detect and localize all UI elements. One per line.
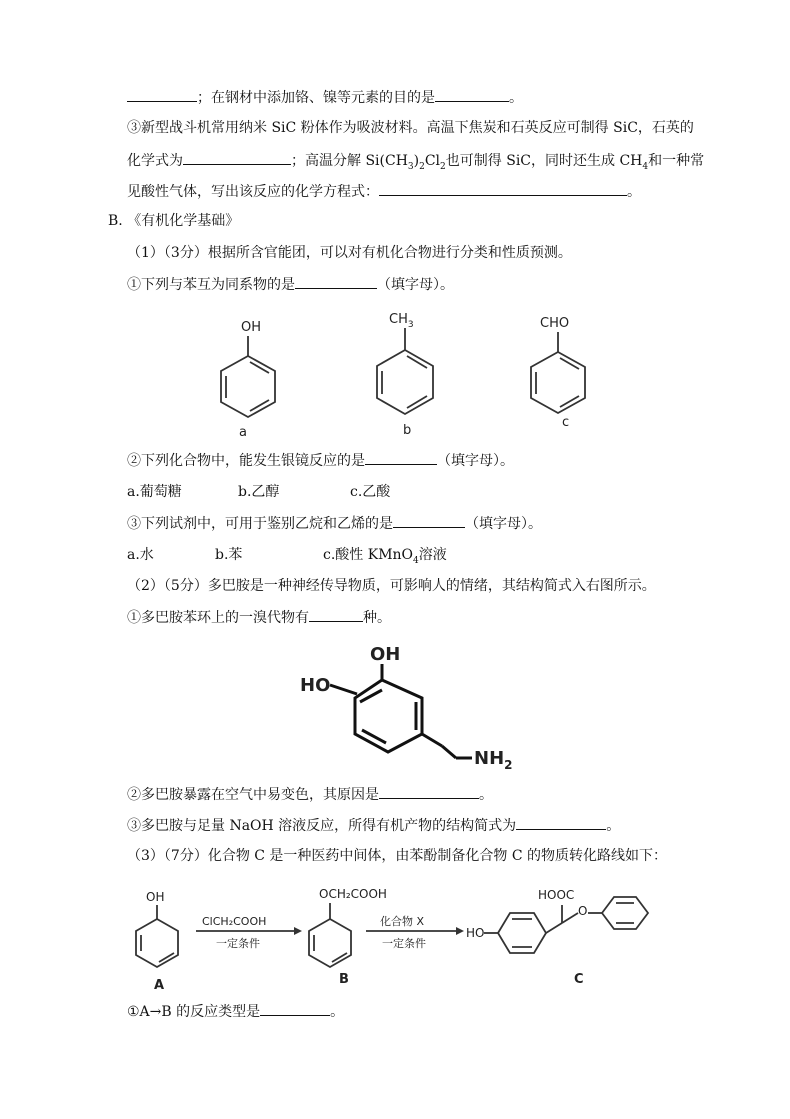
label-C: C [574,972,584,987]
option-b: b.乙醇 [238,484,280,500]
text: ) [413,153,420,169]
text: 。 [627,184,641,200]
group-label: OH [241,320,262,335]
answer-blank[interactable] [183,150,291,165]
text: ①下列与苯互为同系物的是 [127,277,295,293]
answer-blank[interactable] [365,450,437,465]
group-label: CHO [540,316,570,331]
text: （填字母）。 [437,453,514,469]
arrow1-condition: 一定条件 [216,937,260,950]
structure-a [205,312,305,442]
label-B: B [339,972,349,987]
c-hooc: HOOC [538,888,575,902]
c-ho: HO [466,926,485,940]
answer-blank[interactable] [127,87,197,102]
c-o: O [578,904,588,918]
prev-line-1 [127,87,523,108]
q3-intro: （3）（7分）化合物 C 是一种医药中间体，由苯酚制备化合物 C 的物质转化路线如下： [127,848,668,864]
structure-c [520,312,620,442]
text: 和一种常 [648,153,705,169]
oh-label: OH [370,644,401,665]
text: 溶液 [418,547,447,563]
prev-line-4 [127,181,641,202]
q2-1 [127,607,391,628]
subscript: 2 [440,161,446,172]
answer-blank[interactable] [435,87,509,102]
q1-2 [127,450,514,471]
text: 。 [479,787,493,803]
prev-line-2: ③新型战斗机常用纳米 SiC 粉体作为吸波材料。高温下焦炭和石英反应可制得 SiC，石英的 [127,120,694,136]
option-b: b.苯 [215,547,243,563]
answer-blank[interactable] [516,815,606,830]
label-A: A [154,978,165,993]
arrow2-condition: 一定条件 [382,937,426,950]
dopamine-structure [300,636,540,776]
section-b-title: B. 《有机化学基础》 [108,213,240,229]
answer-blank[interactable] [379,181,627,196]
arrow2-reagent: 化合物 X [380,915,425,928]
arrow1-reagent: ClCH₂COOH [202,915,267,928]
nh2-label: $NH_2$ [474,748,513,772]
text: Cl [424,153,441,169]
text: ；在钢材中添加铬、镍等元素的目的是 [197,90,435,106]
text: 也可制得 SiC，同时还生成 CH [445,153,643,169]
answer-blank[interactable] [379,784,479,799]
answer-blank[interactable] [309,607,363,622]
q3-1 [127,1001,344,1022]
q2-intro: （2）（5分）多巴胺是一种神经传导物质，可影响人的情绪，其结构简式入右图所示。 [127,578,656,594]
text: 。 [330,1004,345,1020]
option-a: a.水 [127,547,154,563]
group-a: OH [146,890,165,904]
q2-3 [127,815,620,836]
text: ③下列试剂中，可用于鉴别乙烷和乙烯的是 [127,516,393,532]
subscript: 3 [407,161,414,172]
q1-1 [127,274,454,295]
text: c.酸性 KMnO [323,547,414,563]
structure-b [365,306,465,436]
answer-blank[interactable] [260,1001,330,1016]
text: ③多巴胺与足量 NaOH 溶液反应，所得有机产物的结构简式为 [127,818,517,834]
answer-blank[interactable] [393,513,465,528]
text: 。 [509,90,523,106]
text: ②下列化合物中，能发生银镜反应的是 [127,453,365,469]
subscript: 4 [642,161,649,172]
text: 见酸性气体，写出该反应的化学方程式： [127,184,379,200]
label-a: a [239,425,247,440]
label-c: c [562,415,570,430]
q1-3 [127,513,542,534]
q2-2 [127,784,493,805]
reaction-scheme [126,883,686,998]
text: ①A→B 的反应类型是 [127,1004,261,1020]
label-b: b [403,423,412,438]
text: （填字母）。 [465,516,542,532]
text: 。 [606,818,621,834]
text: 种。 [363,610,391,626]
option-a: a.葡萄糖 [127,484,182,500]
text: 化学式为 [127,153,183,169]
text: （填字母）。 [377,277,454,293]
group-b: OCH₂COOH [319,887,387,901]
group-label: $CH_3$ [389,312,414,330]
q1-intro: （1）（3分）根据所含官能团，可以对有机化合物进行分类和性质预测。 [127,245,572,261]
subscript: 2 [419,161,425,172]
text: ；高温分解 Si(CH [291,153,408,169]
option-c [323,545,447,571]
ho-label: HO [300,675,331,696]
option-c: c.乙酸 [350,484,391,500]
prev-line-3 [127,150,704,177]
text: ②多巴胺暴露在空气中易变色，其原因是 [127,787,379,803]
subscript: 4 [413,555,419,566]
text: ①多巴胺苯环上的一溴代物有 [127,610,309,626]
answer-blank[interactable] [295,274,377,289]
